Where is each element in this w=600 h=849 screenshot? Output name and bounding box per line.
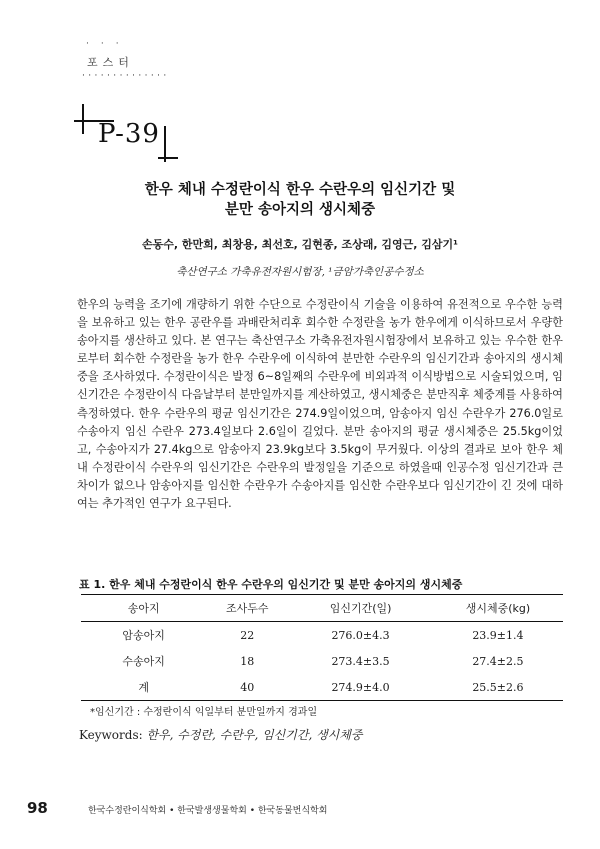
section-dot-rule: ··············: [82, 71, 170, 81]
table-cell: 25.5±2.6: [433, 674, 563, 701]
section-label-dots: ···: [86, 39, 131, 49]
paper-title-line1: 한우 체내 수정란이식 한우 수란우의 임신기간 및: [144, 182, 456, 198]
code-mark-vertical-left: [82, 104, 84, 134]
section-label: 포스터: [87, 56, 134, 69]
table-cell: 274.9±4.0: [288, 674, 433, 701]
table-header-row: [81, 595, 563, 622]
table-row: [81, 622, 563, 649]
table-cell: 18: [240, 654, 255, 668]
abstract-text: 한우의 능력을 조기에 개량하기 위한 수단으로 수정란이식 기술을 이용하여 유전적으로 우수한 능력을 보유하고 있는 한우 공란우를 과배란처리후 회수한 수정란을 농가 한우에게 이식하므로서 우량한 송아지를 생산하고 있다. 본 연구는 축산연구소 가축유전자원시험장에서 보유하고 있는 우수한 한우로부터 회수한 수정란을 농가 한우 수란우에 이식하여 분만한 수란우의 임신기간과 송아지의 생시체중을 조사하였다. 수정란이식은 발정 6~8일째의 수란우에 비외과적 이식방법으로 시술되었으며, 임신기간은 수정란이식 다음날부터 분만일까지를 계산하였고, 생시체중은 분만직후 체중계를 사용하여 측정하였다. 한우 수란우의 평균 임신기간은 274.9일이었으며, 암송아지 임신 수란우가 276.0일로 수송아지 임신 수란우 273.4일보다 2.6일이 길었다. 분만 송아지의 평균 생시체중은 25.5kg이었고, 수송아지가 27.4kg으로 암송아지 23.9kg보다 3.5kg이 무거웠다. 이상의 결과로 보아 한우 체내 수정란이식 수란우의 임신기간은 수란우의 발정일을 기준으로 하였을때 인공수정 임신기간과 큰 차이가 없으나 암송아지를 임신한 수란우가 수송아지를 임신한 수란우보다 임신기간이 긴 것에 대하여는 추가적인 연구가 요구된다.: [77, 298, 563, 511]
table-cell: 계: [81, 674, 206, 701]
column-header: 조사두수: [206, 595, 288, 622]
column-header: 송아지: [81, 595, 206, 622]
authors: 손동수, 한만희, 최창용, 최선호, 김현종, 조상래, 김영근, 김삼기¹: [142, 238, 458, 251]
table-row: [81, 648, 563, 674]
table-cell: 22: [240, 628, 255, 642]
table-cell: 40: [206, 674, 288, 701]
table-row: [81, 674, 563, 701]
page-number: 98: [27, 799, 48, 817]
keywords-values: 한우, 수정란, 수란우, 임신기간, 생시체중: [146, 728, 363, 742]
keywords: [79, 726, 362, 743]
table-caption: 표 1. 한우 체내 수정란이식 한우 수란우의 임신기간 및 분만 송아지의 생시체중: [79, 578, 463, 591]
results-table: [81, 594, 563, 701]
code-mark-vertical-right: [164, 126, 166, 162]
keywords-label: Keywords:: [79, 728, 143, 742]
code-mark-horizontal-right: [158, 157, 178, 159]
table-cell: 273.4±3.5: [331, 654, 390, 668]
journal-names: 한국수정란이식학회 • 한국발생생물학회 • 한국동물번식학회: [88, 806, 328, 816]
table-footnote: *임신기간 : 수정란이식 익일부터 분만일까지 경과일: [90, 707, 318, 718]
poster-code: P-39: [98, 119, 160, 149]
table-cell: 276.0±4.3: [331, 628, 390, 642]
column-header: 임신기간(일): [288, 595, 433, 622]
table-cell: 27.4±2.5: [472, 654, 524, 668]
paper-title-line2: 분만 송아지의 생시체중: [224, 202, 376, 218]
column-header: 생시체중(kg): [433, 595, 563, 622]
table-cell: 수송아지: [122, 655, 165, 668]
affiliation: 축산연구소 가축유전자원시험장, ¹금암가축인공수정소: [176, 266, 424, 278]
table-cell: 암송아지: [122, 629, 165, 642]
table-cell: 23.9±1.4: [472, 628, 524, 642]
